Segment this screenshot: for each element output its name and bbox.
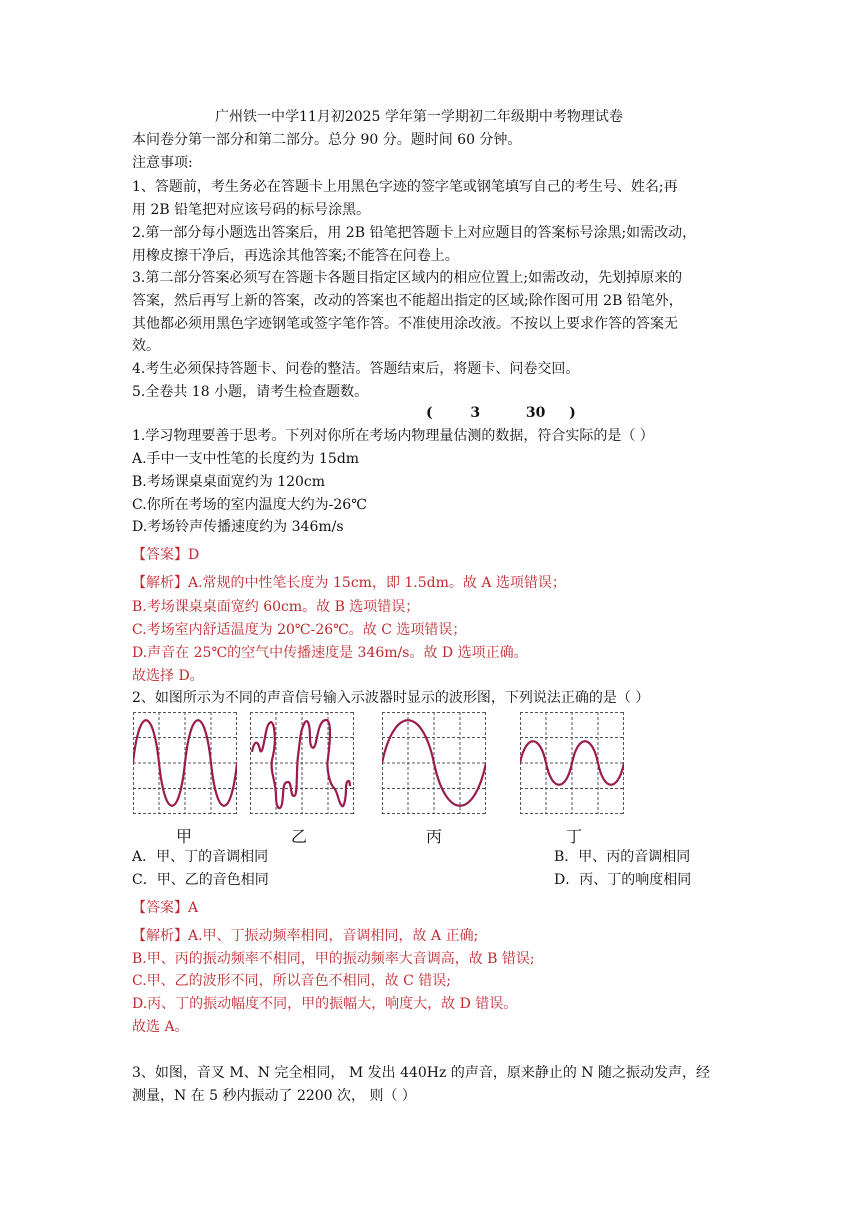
q1-option-a: A.手中一支中性笔的长度约为 15dm <box>132 451 360 467</box>
q1-analysis-line: C.考场室内舒适温度为 20℃-26℃。故 C 选项错误； <box>132 622 467 638</box>
q2-analysis-line: 故选 A。 <box>132 1019 189 1035</box>
note-line: 其他都必须用黑色字迹钢笔或签字笔作答。不准使用涂改液。不按以上要求作答的答案无 <box>132 316 678 332</box>
q1-answer: 【答案】D <box>132 547 200 563</box>
section-score: 30 <box>525 405 546 421</box>
q2-analysis-line: 【解析】A.甲、丁振动频率相同，音调相同，故 A 正确; <box>132 928 479 944</box>
q2-stem: 2、如图所示为不同的声音信号输入示波器时显示的波形图，下列说法正确的是（ ） <box>132 690 650 706</box>
figure-label-yi: 乙 <box>291 827 308 846</box>
q1-analysis-line: 【解析】A.常规的中性笔长度为 15cm，即 1.5dm。故 A 选项错误； <box>132 575 566 591</box>
q1-analysis-line: D.声音在 25℃的空气中传播速度是 346m/s。故 D 选项正确。 <box>132 645 528 661</box>
waveform-yi <box>250 712 354 814</box>
figure-label-bing: 丙 <box>426 827 443 846</box>
q2-analysis-line: B.甲、丙的振动频率不相同，甲的振动频率大音调高，故 B 错误; <box>132 951 535 967</box>
q2-option-d: D．丙、丁的响度相同 <box>554 872 692 888</box>
note-line: 4.考生必须保持答题卡、问卷的整洁。答题结束后，将题卡、问卷交回。 <box>132 361 580 377</box>
section-count: 3 <box>470 405 481 421</box>
q1-analysis-line: 故选择 D。 <box>132 668 204 684</box>
q2-analysis-line: C.甲、乙的波形不同，所以音色不相同，故 C 错误; <box>132 973 451 989</box>
q1-option-b: B.考场课桌桌面宽约为 120cm <box>132 474 326 490</box>
q1-stem: 1.学习物理要善于思考。下列对你所在考场内物理量估测的数据，符合实际的是（ ） <box>132 428 654 444</box>
q2-option-c: C．甲、乙的音色相同 <box>132 872 269 888</box>
waveform-ding <box>520 712 624 814</box>
note-line: 2.第一部分每小题选出答案后，用 2B 铅笔把答题卡上对应题目的答案标号涂黑;如需改动， <box>132 225 697 241</box>
figure-label-ding: 丁 <box>566 827 583 846</box>
note-line: 1、答题前，考生务必在答题卡上用黑色字迹的签字笔或钢笔填写自己的考生号、姓名;再 <box>132 179 678 195</box>
q1-analysis-line: B.考场课桌桌面宽约 60cm。故 B 选项错误； <box>132 599 420 615</box>
waveform-jia <box>133 712 237 814</box>
section-open: ( <box>426 405 433 421</box>
q2-answer: 【答案】A <box>132 900 199 916</box>
q3-stem-line: 3、如图，音叉 M、N 完全相同， M 发出 440Hz 的声音，原来静止的 N 随之振动发声，经 <box>132 1065 710 1081</box>
notes-heading: 注意事项: <box>132 155 193 171</box>
note-line: 效。 <box>132 338 160 354</box>
q1-option-c: C.你所在考场的室内温度大约为-26℃ <box>132 497 367 513</box>
q2-option-a: A．甲、丁的音调相同 <box>132 849 269 865</box>
exam-title: 广州铁一中学11月初2025 学年第一学期初二年级期中考物理试卷 <box>215 109 623 125</box>
note-line: 5.全卷共 18 小题，请考生检查题数。 <box>132 384 369 400</box>
q2-analysis-line: D.丙、丁的振动幅度不同，甲的振幅大，响度大，故 D 错误。 <box>132 996 518 1012</box>
note-line: 用 2B 铅笔把对应该号码的标号涂黑。 <box>132 202 371 218</box>
note-line: 3.第二部分答案必须写在答题卡各题目指定区域内的相应位置上;如需改动，先划掉原来的 <box>132 270 683 286</box>
section-close: ) <box>569 405 576 421</box>
waveform-bing <box>382 712 486 814</box>
note-line: 答案，然后再写上新的答案，改动的答案也不能超出指定的区域;除作图可用 2B 铅笔外， <box>132 293 683 309</box>
section-header <box>426 403 576 423</box>
exam-intro: 本问卷分第一部分和第二部分。总分 90 分。题时间 60 分钟。 <box>132 132 522 148</box>
q3-stem-line: 测量，N 在 5 秒内振动了 2200 次， 则（ ） <box>132 1088 416 1104</box>
figure-label-jia: 甲 <box>176 827 193 846</box>
note-line: 用橡皮擦干净后，再选涂其他答案;不能答在问卷上。 <box>132 248 459 264</box>
q1-option-d: D.考场铃声传播速度约为 346m/s <box>132 519 344 535</box>
q2-option-b: B．甲、丙的音调相同 <box>554 849 691 865</box>
